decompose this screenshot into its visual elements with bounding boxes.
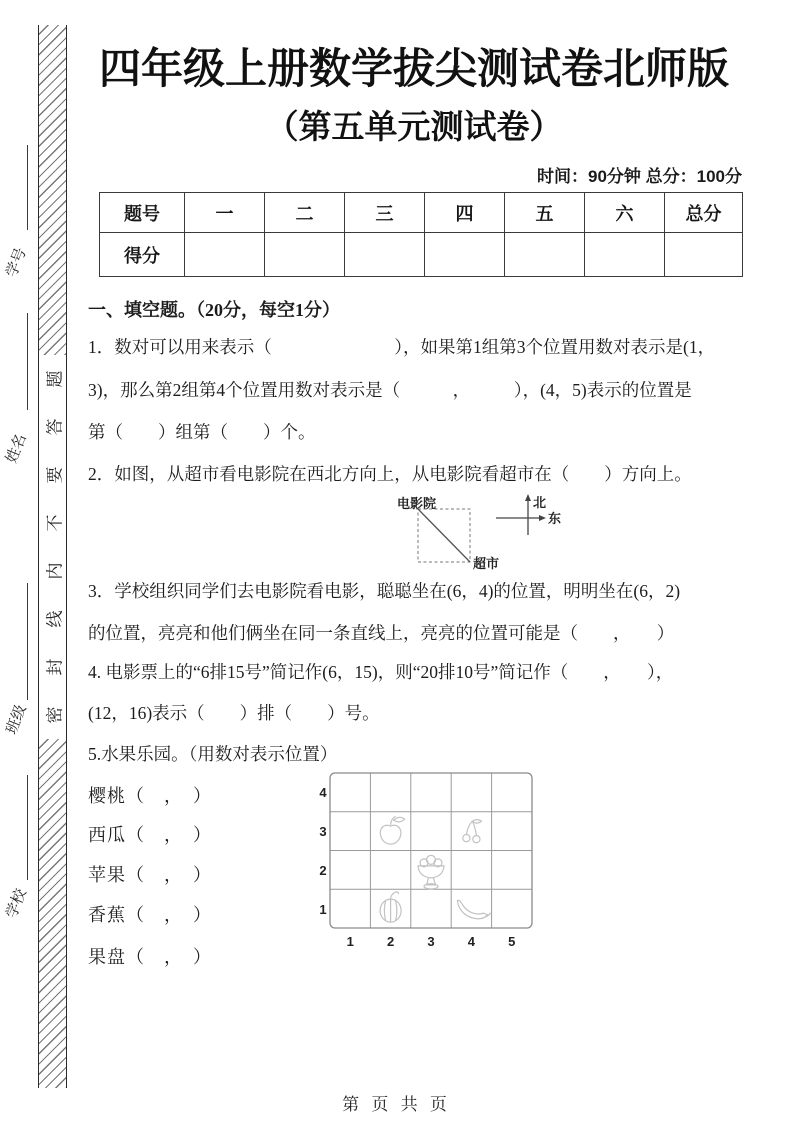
diagonal-path-line <box>418 509 470 562</box>
seal-char: 要 <box>45 466 64 484</box>
apple-answer-blank: 苹果（ ， ） <box>88 865 212 885</box>
score-table-header-row <box>100 193 743 233</box>
cherry-icon <box>463 820 482 843</box>
q4-line2: (12，16)表示（ ）排（ ）号。 <box>88 703 380 723</box>
seal-char: 答 <box>45 418 64 436</box>
q3-line2: 的位置，亮亮和他们俩坐在同一条直线上，亮亮的位置可能是（ ， ） <box>88 623 675 643</box>
page-subtitle: （第五单元测试卷） <box>265 108 563 145</box>
seal-char: 密 <box>45 706 64 724</box>
fruit-plate-answer-blank: 果盘（ ， ） <box>88 947 212 967</box>
col-label-1: 1 <box>346 934 354 949</box>
q1-line2: 3)，那么第2组第4个位置用数对表示是（ ， ），(4，5)表示的位置是 <box>88 380 692 400</box>
grid-lines <box>330 773 532 928</box>
col-label-2: 2 <box>386 934 395 949</box>
student-id-blank-line <box>27 145 28 230</box>
q4-line1: 4. 电影票上的“6排15号”简记作(6，15)，则“20排10号”简记作（ ， ）， <box>88 662 674 682</box>
row-label-4: 4 <box>319 785 327 800</box>
page-title: 四年级上册数学拔尖测试卷北师版 <box>98 45 729 92</box>
col-label-4: 4 <box>467 934 476 949</box>
cherry-answer-blank: 樱桃（ ， ） <box>88 786 212 806</box>
page-footer: 第 页 共 页 <box>342 1095 451 1114</box>
seal-char: 题 <box>45 370 64 388</box>
name-label: 姓名 <box>3 431 30 466</box>
hatch-pattern-bottom <box>39 739 66 1088</box>
q2-text: 2．如图，从超市看电影院在西北方向上，从电影院看超市在（ ）方向上。 <box>88 464 692 484</box>
watermelon-answer-blank: 西瓜（ ， ） <box>88 825 212 845</box>
class-blank-line <box>27 583 28 700</box>
north-label: 北 <box>533 495 547 510</box>
col-header-total: 总分 <box>665 193 743 233</box>
watermelon-icon <box>380 892 401 922</box>
col-header-1: 一 <box>185 193 265 233</box>
col-header-6: 六 <box>585 193 665 233</box>
col-header-5: 五 <box>505 193 585 233</box>
cinema-label: 电影院 <box>397 496 437 511</box>
fruit-position-grid <box>316 768 548 960</box>
student-id-label: 学号 <box>3 245 30 280</box>
score-cell <box>185 233 265 277</box>
school-label: 学校 <box>3 886 30 921</box>
col-header-4: 四 <box>425 193 505 233</box>
time-score-info: 时间：90分钟 总分：100分 <box>537 167 742 186</box>
score-row-label: 得分 <box>100 233 185 277</box>
class-label: 班级 <box>3 702 30 737</box>
score-table <box>99 192 743 277</box>
row-label-2: 2 <box>319 863 327 878</box>
row-label-1: 1 <box>319 902 327 917</box>
score-cell <box>425 233 505 277</box>
apple-icon <box>380 816 404 844</box>
compass-icon <box>496 494 561 535</box>
col-label-5: 5 <box>508 934 516 949</box>
row-label-3: 3 <box>319 824 327 839</box>
seal-char: 线 <box>45 610 64 628</box>
banana-answer-blank: 香蕉（ ， ） <box>88 905 212 925</box>
q5-text: 5.水果乐园。（用数对表示位置） <box>88 744 338 764</box>
col-label-3: 3 <box>427 934 435 949</box>
seal-char: 不 <box>45 514 64 532</box>
q3-line1: 3．学校组织同学们去电影院看电影，聪聪坐在(6，4)的位置，明明坐在(6，2) <box>88 581 681 601</box>
east-label: 东 <box>548 511 562 526</box>
score-cell <box>265 233 345 277</box>
score-cell <box>345 233 425 277</box>
banana-icon <box>457 900 490 918</box>
q1-line1: 1．数对可以用来表示（ ），如果第1组第3个位置用数对表示是(1， <box>88 337 716 357</box>
school-blank-line <box>27 775 28 880</box>
hatch-pattern-top <box>39 25 66 355</box>
col-header-2: 二 <box>265 193 345 233</box>
q1-line3: 第（ ）组第（ ）个。 <box>88 422 316 442</box>
market-label: 超市 <box>473 556 500 571</box>
section-heading: 一、填空题。（20分，每空1分） <box>88 300 340 320</box>
seal-char: 封 <box>45 658 64 676</box>
question-number-header: 题号 <box>100 193 185 233</box>
name-blank-line <box>27 313 28 410</box>
seal-line-text <box>39 355 66 739</box>
cinema-market-diagram <box>388 486 573 581</box>
seal-strip <box>38 25 67 1088</box>
seal-char: 内 <box>45 562 64 580</box>
col-header-3: 三 <box>345 193 425 233</box>
score-cell <box>665 233 743 277</box>
score-table-score-row <box>100 233 743 277</box>
score-cell <box>505 233 585 277</box>
fruit-plate-icon <box>418 855 444 889</box>
score-cell <box>585 233 665 277</box>
